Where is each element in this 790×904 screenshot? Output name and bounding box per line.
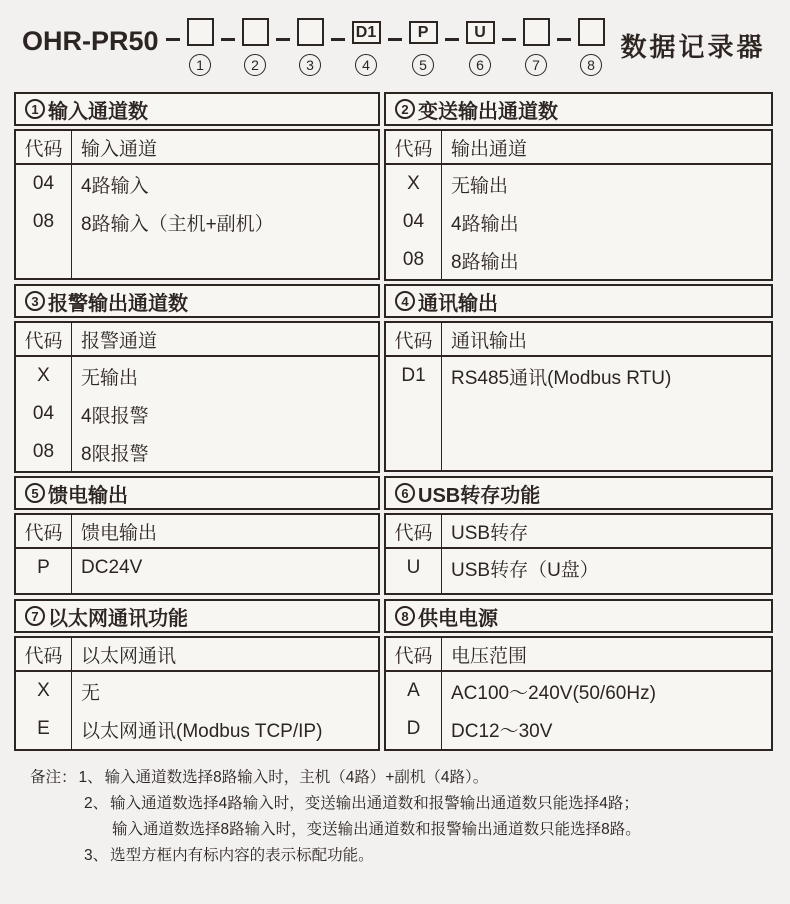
desc-cell: DC24V	[81, 557, 143, 578]
code-header-cell: 代码	[16, 515, 72, 547]
model-slot-4	[352, 18, 381, 76]
slot-number-2-icon: 2	[244, 54, 266, 76]
note-text: 选型方框内有标内容的表示标配功能。	[110, 847, 374, 864]
section-title	[14, 599, 380, 633]
dash-separator	[276, 38, 290, 41]
desc-header-cell: USB转存	[451, 522, 529, 544]
code-cell-empty	[16, 241, 72, 278]
section-title-text: 通讯输出	[418, 292, 498, 315]
code-header-cell: 代码	[16, 131, 72, 163]
table-row	[16, 357, 378, 395]
dash-separator	[388, 38, 402, 41]
model-code-line	[0, 0, 790, 92]
section-table	[384, 513, 773, 595]
code-cell-empty	[386, 395, 442, 470]
section-usb-transfer	[384, 476, 773, 595]
desc-cell-empty	[72, 748, 378, 749]
code-cell: E	[16, 710, 72, 748]
slot-number-5-icon: 5	[412, 54, 434, 76]
code-cell: 04	[16, 165, 72, 203]
section-number-icon: 4	[395, 291, 415, 311]
dash-separator	[166, 38, 180, 41]
section-title-text: 输入通道数	[48, 100, 148, 123]
table-row	[16, 165, 378, 203]
table-header-row	[16, 131, 378, 165]
code-header-cell: 代码	[386, 323, 442, 355]
notes	[30, 765, 770, 869]
code-header-cell: 代码	[386, 131, 442, 163]
section-title	[14, 476, 380, 510]
code-cell-empty	[386, 587, 442, 593]
desc-cell-empty	[442, 395, 771, 470]
table-row	[16, 549, 378, 587]
dash-separator	[331, 38, 345, 41]
code-cell-empty	[386, 748, 442, 749]
section-title	[14, 92, 380, 126]
desc-cell: DC12～30V	[451, 720, 553, 742]
note-number: 2、	[84, 795, 109, 812]
note-text: 输入通道数选择8路输入时，变送输出通道数和报警输出通道数只能选择8路。	[112, 821, 641, 838]
code-header-cell: 代码	[16, 638, 72, 670]
section-comm-output	[384, 284, 773, 472]
section-number-icon: 1	[25, 99, 45, 119]
note-line-3	[30, 843, 770, 869]
desc-cell: 以太网通讯(Modbus TCP/IP)	[81, 720, 323, 742]
model-slot-8	[578, 18, 605, 76]
desc-header-cell: 电压范围	[451, 645, 528, 667]
code-header-cell: 代码	[386, 638, 442, 670]
model-slot-box-1	[187, 18, 214, 46]
desc-header-cell: 以太网通讯	[81, 645, 177, 667]
table-row	[16, 203, 378, 241]
desc-cell: 无输出	[81, 367, 139, 389]
slot-number-7-icon: 7	[525, 54, 547, 76]
desc-cell: 无输出	[451, 175, 509, 197]
table-filler-row	[386, 587, 771, 593]
model-prefix: OHR-PR50	[22, 26, 159, 56]
dash-separator	[221, 38, 235, 41]
table-filler-row	[386, 395, 771, 470]
code-cell: X	[16, 357, 72, 395]
model-slot-box-2	[242, 18, 269, 46]
model-slot-3	[297, 18, 324, 76]
desc-header-cell: 输入通道	[81, 138, 158, 160]
code-header-cell: 代码	[16, 323, 72, 355]
desc-header-cell: 报警通道	[81, 330, 158, 352]
table-header-row	[386, 131, 771, 165]
table-row	[16, 433, 378, 471]
section-title-text: USB转存功能	[418, 484, 541, 507]
desc-cell: 8路输出	[451, 251, 519, 273]
desc-cell: AC100～240V(50/60Hz)	[451, 682, 656, 704]
code-cell: 04	[16, 395, 72, 433]
slot-number-1-icon: 1	[189, 54, 211, 76]
section-table	[14, 513, 380, 595]
desc-cell-empty	[442, 748, 771, 749]
slot-number-8-icon: 8	[580, 54, 602, 76]
desc-cell: 无	[81, 682, 101, 704]
model-suffix: 数据记录器	[620, 32, 766, 62]
model-slot-box-4: D1	[352, 21, 381, 44]
notes-label: 备注：	[30, 769, 77, 786]
section-number-icon: 6	[395, 483, 415, 503]
section-input-channels	[14, 92, 380, 280]
section-alarm-output-channels	[14, 284, 380, 472]
code-cell-empty	[16, 587, 72, 593]
dash-separator	[557, 38, 571, 41]
section-title-text: 以太网通讯功能	[48, 607, 188, 630]
slot-number-3-icon: 3	[299, 54, 321, 76]
table-row	[16, 672, 378, 710]
table-row	[16, 710, 378, 748]
section-ethernet-comm	[14, 599, 380, 751]
section-title	[14, 284, 380, 318]
section-number-icon: 5	[25, 483, 45, 503]
table-header-row	[386, 323, 771, 357]
section-number-icon: 2	[395, 99, 415, 119]
section-number-icon: 8	[395, 606, 415, 626]
note-text: 输入通道数选择4路输入时，变送输出通道数和报警输出通道数只能选择4路；	[110, 795, 639, 812]
section-power-supply	[384, 599, 773, 751]
table-row	[386, 241, 771, 279]
table-row	[386, 710, 771, 748]
model-slot-5	[409, 18, 438, 76]
section-title	[384, 599, 773, 633]
note-number: 1、	[78, 769, 103, 786]
desc-cell-empty	[442, 587, 771, 593]
model-slot-box-5: P	[409, 21, 438, 44]
code-cell: U	[386, 549, 442, 587]
table-row	[386, 357, 771, 395]
table-filler-row	[16, 587, 378, 593]
desc-cell: 8限报警	[81, 443, 149, 465]
table-header-row	[16, 323, 378, 357]
table-header-row	[16, 515, 378, 549]
model-slot-box-3	[297, 18, 324, 46]
desc-header-cell: 输出通道	[451, 138, 528, 160]
table-row	[386, 203, 771, 241]
section-title	[384, 284, 773, 318]
section-table	[384, 636, 773, 751]
code-cell: 08	[16, 433, 72, 471]
table-row	[386, 549, 771, 587]
code-cell: A	[386, 672, 442, 710]
section-number-icon: 7	[25, 606, 45, 626]
desc-cell: RS485通讯(Modbus RTU)	[451, 367, 672, 389]
desc-cell: 8路输入（主机+副机）	[81, 213, 274, 235]
table-row	[16, 395, 378, 433]
section-title	[384, 92, 773, 126]
code-cell-empty	[16, 748, 72, 749]
code-cell: D	[386, 710, 442, 748]
spec-tables-grid	[14, 92, 773, 751]
code-cell: P	[16, 549, 72, 587]
desc-cell-empty	[72, 241, 378, 278]
dash-separator	[502, 38, 516, 41]
section-number-icon: 3	[25, 291, 45, 311]
section-title	[384, 476, 773, 510]
section-title-text: 供电电源	[418, 607, 498, 630]
note-text: 输入通道数选择8路输入时，主机（4路）+副机（4路）。	[104, 769, 489, 786]
table-row	[386, 165, 771, 203]
code-cell: X	[386, 165, 442, 203]
section-transmit-output-channels	[384, 92, 773, 280]
note-line-2b	[30, 817, 770, 843]
model-slot-1	[187, 18, 214, 76]
desc-header-cell: 通讯输出	[451, 330, 528, 352]
section-power-feed-output	[14, 476, 380, 595]
table-filler-row	[16, 748, 378, 749]
dash-separator	[445, 38, 459, 41]
note-line-1	[30, 765, 770, 791]
section-table	[14, 321, 380, 473]
section-table	[384, 321, 773, 472]
slot-number-6-icon: 6	[469, 54, 491, 76]
desc-cell: 4限报警	[81, 405, 149, 427]
code-header-cell: 代码	[386, 515, 442, 547]
desc-cell: 4路输入	[81, 175, 149, 197]
model-slot-7	[523, 18, 550, 76]
slot-number-4-icon: 4	[355, 54, 377, 76]
table-header-row	[386, 638, 771, 672]
desc-cell: 4路输出	[451, 213, 519, 235]
code-cell: D1	[386, 357, 442, 395]
code-cell: 08	[16, 203, 72, 241]
section-table	[384, 129, 773, 281]
desc-header-cell: 馈电输出	[81, 522, 158, 544]
model-slot-6	[466, 18, 495, 76]
note-line-2	[30, 791, 770, 817]
desc-cell: USB转存（U盘）	[451, 559, 599, 581]
section-title-text: 报警输出通道数	[48, 292, 188, 315]
code-cell: X	[16, 672, 72, 710]
section-table	[14, 129, 380, 280]
code-cell: 08	[386, 241, 442, 279]
table-row	[386, 672, 771, 710]
model-slot-box-7	[523, 18, 550, 46]
model-slot-box-8	[578, 18, 605, 46]
model-slot-box-6: U	[466, 21, 495, 44]
table-filler-row	[16, 241, 378, 278]
section-title-text: 馈电输出	[48, 484, 128, 507]
section-title-text: 变送输出通道数	[418, 100, 558, 123]
model-slot-2	[242, 18, 269, 76]
table-header-row	[16, 638, 378, 672]
section-table	[14, 636, 380, 751]
table-filler-row	[386, 748, 771, 749]
desc-cell-empty	[72, 587, 378, 593]
table-header-row	[386, 515, 771, 549]
code-cell: 04	[386, 203, 442, 241]
note-number: 3、	[84, 847, 109, 864]
